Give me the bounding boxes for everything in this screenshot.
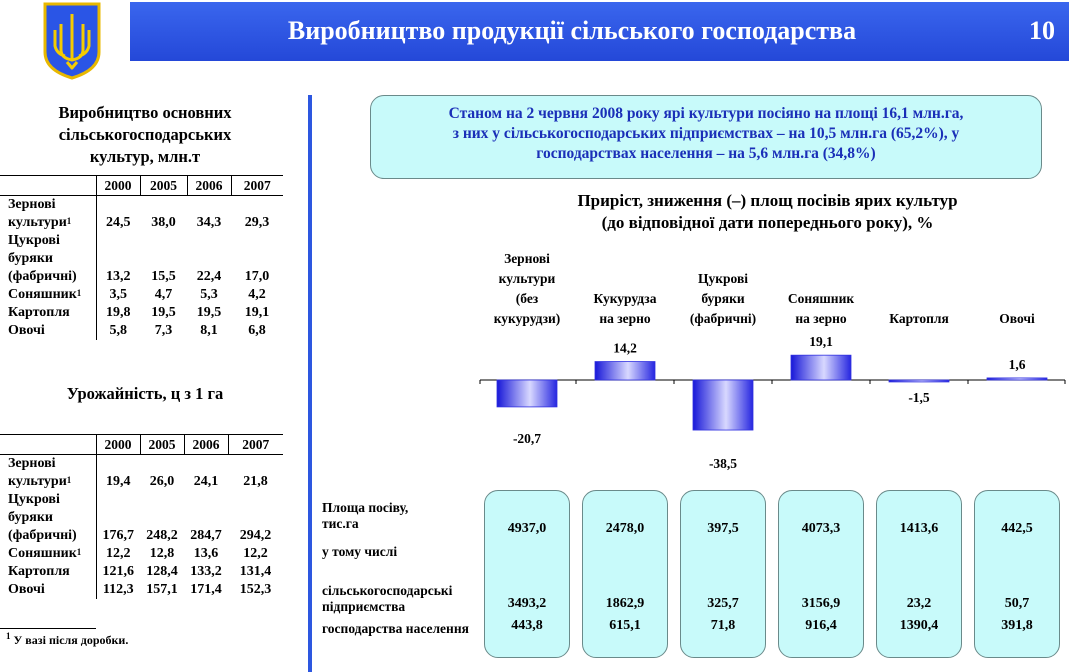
crop-name-line: Цукрові xyxy=(8,233,60,248)
category-label xyxy=(472,249,582,329)
area-households-value: 391,8 xyxy=(1001,618,1033,633)
footnote-mark: 1 xyxy=(76,547,82,557)
crop-name xyxy=(0,455,96,492)
production-title-line: сільськогосподарських xyxy=(58,125,232,144)
info-box xyxy=(370,95,1042,179)
table-cell: 13,2 xyxy=(106,269,131,284)
table-cell: 131,4 xyxy=(239,564,272,579)
crop-name xyxy=(0,232,96,286)
table-cell: 7,3 xyxy=(154,323,173,338)
table-row xyxy=(0,581,283,599)
table-cell: 24,5 xyxy=(106,215,131,230)
table-cell: 284,7 xyxy=(190,528,222,543)
table-cell: 112,3 xyxy=(102,582,134,597)
crop-name-text: культури xyxy=(8,474,67,489)
table-cell: 19,5 xyxy=(151,305,176,320)
chart-title xyxy=(470,190,1065,234)
category-label-line: на зерно xyxy=(795,311,847,326)
footnote xyxy=(6,633,128,648)
area-card xyxy=(876,490,962,658)
year-header: 2006 xyxy=(184,435,228,455)
table-row xyxy=(0,563,283,581)
production-title xyxy=(20,102,270,168)
table-cell: 248,2 xyxy=(146,528,178,543)
production-title-line: Виробництво основних xyxy=(58,103,232,122)
vertical-divider xyxy=(308,95,312,672)
area-enterprises-label-line: сільськогосподарські xyxy=(322,583,453,598)
table-cell: 133,2 xyxy=(190,564,222,579)
table-cell: 13,6 xyxy=(193,546,219,561)
data-label: -20,7 xyxy=(512,430,542,446)
crop-name-line xyxy=(8,473,94,491)
area-enterprises-label xyxy=(322,583,452,615)
table-row xyxy=(0,286,283,304)
crop-name xyxy=(0,491,96,545)
category-label-line: буряки xyxy=(701,291,745,306)
category-label-line: Цукрові xyxy=(698,271,748,286)
area-totals-value: 4937,0 xyxy=(507,521,547,536)
crop-name-line xyxy=(8,214,94,232)
bar xyxy=(889,380,949,382)
crop-name-line: (фабричні) xyxy=(8,269,77,284)
year-header: 2006 xyxy=(187,176,231,196)
area-card xyxy=(582,490,668,658)
page-number: 10 xyxy=(1029,16,1055,45)
table-cell: 22,4 xyxy=(196,269,222,284)
category-label-line: на зерно xyxy=(599,311,651,326)
table-cell: 34,3 xyxy=(196,215,222,230)
table-header-row xyxy=(0,176,283,196)
footnote-mark: 1 xyxy=(6,631,11,641)
area-households-label: господарства населення xyxy=(322,621,469,636)
category-label xyxy=(864,309,974,329)
info-line: Станом на 2 червня 2008 року ярі культури посіяно на площі 16,1 млн.га, xyxy=(448,105,964,122)
header-bar xyxy=(130,2,1069,61)
table-cell: 5,8 xyxy=(109,323,127,338)
table-cell: 4,7 xyxy=(154,287,173,302)
year-header: 2007 xyxy=(231,176,283,196)
table-cell: 121,6 xyxy=(102,564,134,579)
area-including-label: у тому числі xyxy=(322,544,398,559)
area-card xyxy=(974,490,1060,658)
area-totals-value: 397,5 xyxy=(707,521,739,536)
table-cell: 12,2 xyxy=(106,546,131,561)
crop-name-line: Цукрові xyxy=(8,492,60,507)
table-cell: 26,0 xyxy=(149,474,175,489)
table-cell: 21,8 xyxy=(243,474,268,489)
table-cell: 5,3 xyxy=(200,287,218,302)
area-totals-value: 442,5 xyxy=(1001,521,1033,536)
crop-name xyxy=(0,545,96,563)
table-cell: 15,5 xyxy=(151,269,176,284)
info-line: господарствах населення – на 5,6 млн.га (34,8%) xyxy=(536,145,876,162)
table-cell: 29,3 xyxy=(244,215,270,230)
data-label: 1,6 xyxy=(1008,356,1026,372)
production-title-line: культур, млн.т xyxy=(89,147,201,166)
footnote-text: У вазі після доробки. xyxy=(10,633,129,647)
area-enterprises-value: 50,7 xyxy=(1004,596,1030,611)
table-cell: 6,8 xyxy=(248,323,266,338)
table-row xyxy=(0,304,283,322)
area-card xyxy=(680,490,766,658)
area-total-label-line: тис.га xyxy=(322,516,359,531)
table-cell: 12,2 xyxy=(243,546,268,561)
table-row xyxy=(0,491,283,545)
table-header-row xyxy=(0,435,283,455)
table-row xyxy=(0,545,283,563)
table-row xyxy=(0,196,283,233)
area-enterprises-label-line: підприємства xyxy=(322,599,406,614)
table-cell: 157,1 xyxy=(146,582,178,597)
table-cell: 176,7 xyxy=(102,528,134,543)
crop-name xyxy=(0,304,96,322)
crop-name-text: Соняшник xyxy=(8,287,77,302)
header-blank xyxy=(0,435,96,455)
info-line: з них у сільськогосподарських підприємствах – на 10,5 млн.га (65,2%), у xyxy=(452,125,960,142)
crop-name xyxy=(0,581,96,599)
table-cell: 4,2 xyxy=(248,287,266,302)
footnote-mark: 1 xyxy=(66,216,72,226)
bar xyxy=(693,380,753,430)
table-cell: 128,4 xyxy=(146,564,178,579)
table-cell: 152,3 xyxy=(239,582,272,597)
category-label xyxy=(570,289,680,329)
year-header: 2000 xyxy=(96,435,140,455)
footnote-mark: 1 xyxy=(66,475,72,485)
data-label: 19,1 xyxy=(809,334,833,350)
area-enterprises-value: 3156,9 xyxy=(801,596,841,611)
category-label-line: Кукурудза xyxy=(593,291,657,306)
category-label-line: Зернові xyxy=(504,251,550,266)
area-households-value: 916,4 xyxy=(805,618,837,633)
bar xyxy=(791,355,851,380)
crop-name xyxy=(0,322,96,340)
crop-name-line: Овочі xyxy=(8,323,45,338)
production-table xyxy=(0,175,283,340)
crop-name-text: Соняшник xyxy=(8,546,77,561)
bar xyxy=(987,378,1047,380)
area-enterprises-value: 1862,9 xyxy=(605,596,645,611)
header-blank xyxy=(0,176,96,196)
crop-name-line: Зернові xyxy=(8,197,56,212)
table-cell: 24,1 xyxy=(193,474,219,489)
category-label-line: (без xyxy=(515,291,539,306)
chart-title-line: Приріст, зниження (–) площ посівів ярих культур xyxy=(577,191,958,210)
area-totals-value: 1413,6 xyxy=(899,521,939,536)
category-label-line: культури xyxy=(498,271,556,286)
year-header: 2007 xyxy=(228,435,283,455)
table-cell: 19,1 xyxy=(244,305,270,320)
area-total-label-line: Площа посіву, xyxy=(322,500,409,515)
area-totals-value: 4073,3 xyxy=(801,521,841,536)
area-totals-value: 2478,0 xyxy=(605,521,645,536)
data-label: -38,5 xyxy=(708,456,738,472)
category-label-line: (фабричні) xyxy=(689,311,757,326)
bar xyxy=(497,380,557,407)
year-header: 2005 xyxy=(140,176,187,196)
crop-name-text: культури xyxy=(8,215,67,230)
category-label xyxy=(962,309,1071,329)
table-cell: 19,4 xyxy=(106,474,131,489)
area-card xyxy=(484,490,570,658)
footnote-divider xyxy=(0,628,96,629)
area-card xyxy=(778,490,864,658)
area-total-label xyxy=(322,500,408,532)
area-enterprises-value: 3493,2 xyxy=(507,596,547,611)
coat-of-arms-icon xyxy=(41,0,103,80)
category-label-line: Овочі xyxy=(999,311,1035,326)
data-label: 14,2 xyxy=(613,340,637,356)
area-households-value: 71,8 xyxy=(710,618,736,633)
crop-name-line xyxy=(8,545,94,563)
crop-name-line: (фабричні) xyxy=(8,528,77,543)
table-cell: 294,2 xyxy=(239,528,272,543)
crop-name-line: Картопля xyxy=(8,564,70,579)
area-enterprises-value: 325,7 xyxy=(707,596,739,611)
crop-name xyxy=(0,286,96,304)
crop-name xyxy=(0,563,96,581)
data-label: -1,5 xyxy=(908,389,930,405)
crop-name-line xyxy=(8,286,94,304)
bar xyxy=(595,362,655,380)
table-row xyxy=(0,455,283,492)
year-header: 2005 xyxy=(140,435,184,455)
category-label-line: Картопля xyxy=(889,311,949,326)
table-cell: 12,8 xyxy=(149,546,175,561)
crop-name xyxy=(0,196,96,233)
table-cell: 17,0 xyxy=(244,269,270,284)
crop-name-line: буряки xyxy=(8,510,53,525)
yield-title: Урожайність, ц з 1 га xyxy=(66,384,224,403)
table-cell: 171,4 xyxy=(190,582,222,597)
crop-name-line: Зернові xyxy=(8,456,56,471)
table-cell: 8,1 xyxy=(200,323,218,338)
table-cell: 19,5 xyxy=(196,305,222,320)
category-label-line: кукурудзи) xyxy=(493,311,561,326)
page-title: Виробництво продукції сільського господарства xyxy=(287,16,857,45)
crop-name-line: буряки xyxy=(8,251,53,266)
table-cell: 3,5 xyxy=(109,287,127,302)
year-header: 2000 xyxy=(96,176,140,196)
area-households-value: 443,8 xyxy=(511,618,543,633)
area-households-value: 615,1 xyxy=(609,618,641,633)
category-label xyxy=(668,269,778,329)
footnote-mark: 1 xyxy=(76,288,82,298)
area-enterprises-value: 23,2 xyxy=(906,596,932,611)
table-cell: 38,0 xyxy=(151,215,176,230)
category-label-line: Соняшник xyxy=(787,291,855,306)
yield-table xyxy=(0,434,283,599)
table-row xyxy=(0,322,283,340)
category-label xyxy=(766,289,876,329)
table-row xyxy=(0,232,283,286)
table-cell: 19,8 xyxy=(106,305,131,320)
area-households-value: 1390,4 xyxy=(899,618,939,633)
crop-name-line: Овочі xyxy=(8,582,45,597)
chart-subtitle-line: (до відповідної дати попереднього року), % xyxy=(601,213,934,232)
crop-name-line: Картопля xyxy=(8,305,70,320)
